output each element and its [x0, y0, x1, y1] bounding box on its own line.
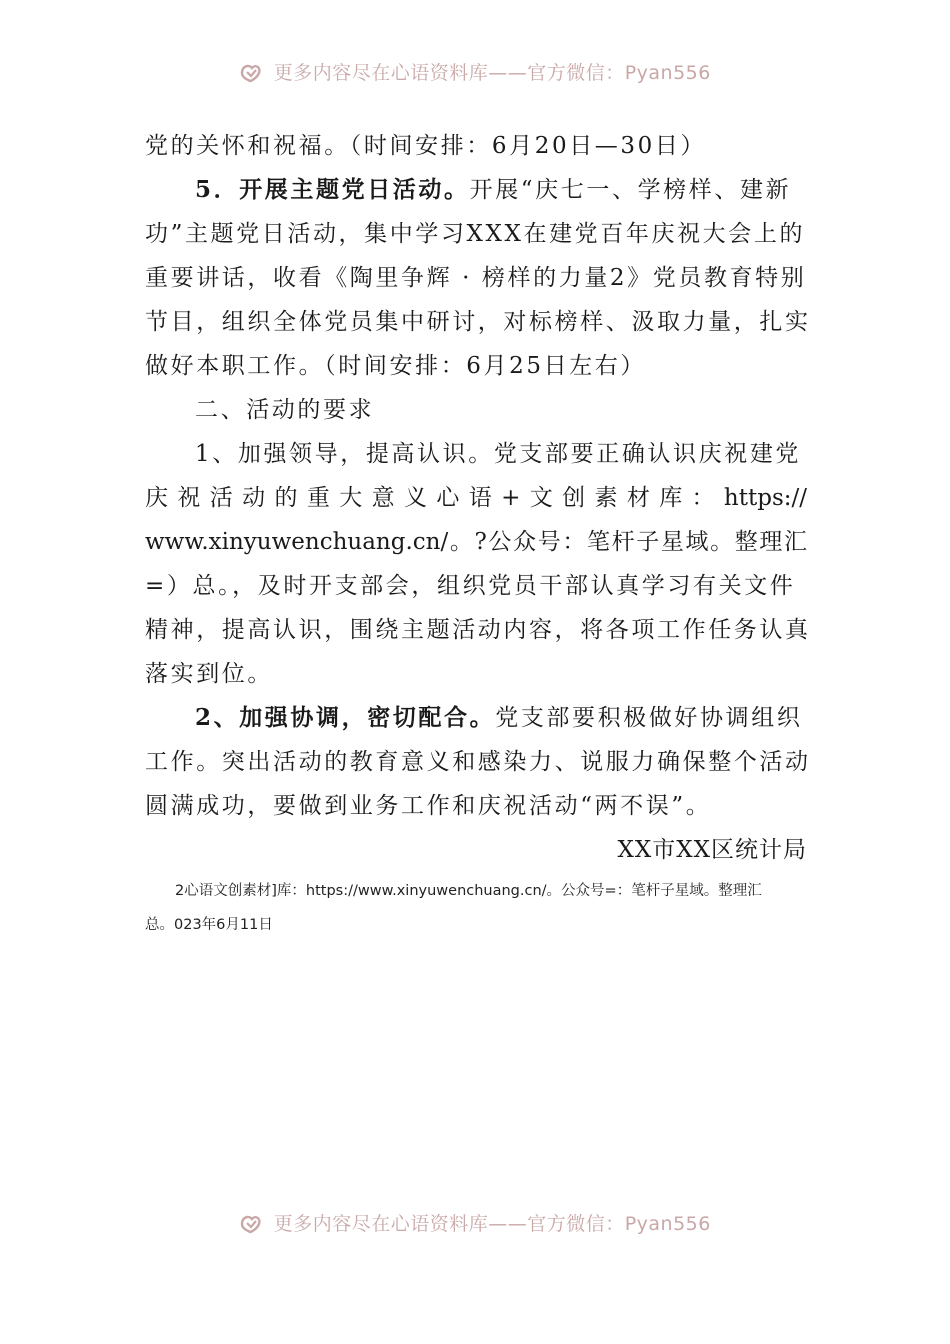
requirement-1-line-1: 1、加强领导，提高认识。党支部要正确认识庆祝建党 [195, 441, 802, 467]
item-5-title: 5．开展主题党日活动。 [195, 176, 470, 203]
header-watermark-text: 更多内容尽在心语资料库——官方微信：Pyan556 [273, 62, 711, 84]
footer-watermark-banner [0, 1203, 950, 1235]
requirement-2-line-3: 圆满成功，要做到业务工作和庆祝活动“两不误”。 [145, 793, 712, 819]
item-5-line-3: 重要讲话，收看《陶里争辉 · 榜样的力量2》党员教育特别 [145, 265, 807, 291]
footer-watermark [239, 1209, 711, 1235]
item-5-line-4: 节目，组织全体党员集中研讨，对标榜样、汲取力量，扎实 [145, 309, 811, 335]
footnote-line-2: 总。023年6月11日 [145, 917, 273, 933]
item-5-line-2: 功”主题党日活动，集中学习XXX在建党百年庆祝大会上的 [145, 221, 806, 247]
requirement-2-text: 党支部要积极做好协调组织 [495, 705, 803, 731]
header-watermark [239, 58, 711, 84]
requirement-2-line-1 [145, 696, 807, 740]
xinyu-logo-icon [239, 1212, 263, 1234]
footnote [145, 874, 807, 942]
item-5-line-5: 做好本职工作。（时间安排：6月25日左右） [145, 353, 646, 379]
item-5-line-1 [145, 168, 807, 212]
requirement-1-line-4: =）总。，及时开支部会，组织党员干部认真学习有关文件 [145, 573, 796, 599]
body-line-1: 党的关怀和祝福。（时间安排：6月20日—30日） [145, 133, 707, 159]
requirement-1-line-3: www.xinyuwenchuang.cn/。?公众号：笔杆子星域。整理汇 [145, 529, 807, 555]
requirement-1-line-6: 落实到位。 [145, 661, 273, 687]
requirement-2-title: 2、加强协调，密切配合。 [195, 704, 496, 731]
signature: XX市XX区统计局 [617, 837, 807, 863]
footer-watermark-text: 更多内容尽在心语资料库——官方微信：Pyan556 [273, 1213, 711, 1235]
section-2-heading: 二、活动的要求 [195, 397, 375, 423]
document-body [145, 124, 811, 942]
header-watermark-banner [0, 52, 950, 84]
xinyu-logo-icon [239, 61, 263, 83]
item-5-text: 开展“庆七一、学榜样、建新 [469, 177, 792, 203]
requirement-2-line-2: 工作。突出活动的教育意义和感染力、说服力确保整个活动 [145, 749, 811, 775]
footnote-line-1: 2心语文创素材]库：https://www.xinyuwenchuang.cn/。公众号=：笔杆子星域。整理汇 [175, 883, 762, 899]
requirement-1-line-5: 精神，提高认识，围绕主题活动内容，将各项工作任务认真 [145, 617, 811, 643]
requirement-1-line-2: 庆祝活动的重大意义心语+文创素材库：https:// [145, 485, 807, 511]
